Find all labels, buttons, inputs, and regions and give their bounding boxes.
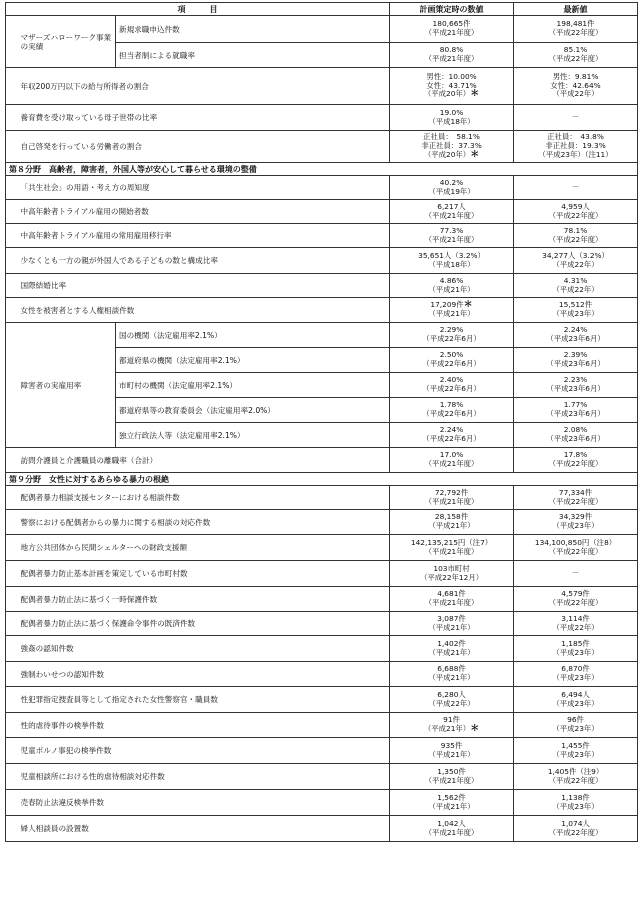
plan-value: 80.8% （平成21年度） [390, 43, 514, 68]
latest-value: 15,512件 （平成23年） [514, 298, 638, 323]
table-row [6, 105, 638, 131]
row-label: 年収200万円以下の給与所得者の割合 [18, 68, 390, 105]
plan-value: 2.50% （平成22年6月） [390, 348, 514, 373]
plan-value: 1.78% （平成22年6月） [390, 398, 514, 423]
plan-value: 1,402件 （平成21年） [390, 636, 514, 662]
row-label: 性犯罪指定捜査員等として指定された女性警察官・職員数 [18, 687, 390, 713]
latest-value: － [514, 105, 638, 131]
asterisk-mark: ＊ [470, 89, 480, 100]
asterisk-mark: ＊ [470, 724, 480, 734]
latest-value: 4.31% （平成22年） [514, 274, 638, 298]
table-row [6, 713, 638, 738]
row-sub-label: 国の機関（法定雇用率2.1%） [116, 323, 390, 348]
table-row [6, 510, 638, 535]
section-title: 第８分野 高齢者，障害者，外国人等が安心して暮らせる環境の整備 [6, 163, 638, 176]
table-row [6, 535, 638, 561]
plan-value: 142,135,215円（注7） （平成21年度） [390, 535, 514, 561]
latest-value: 2.39% （平成23年6月） [514, 348, 638, 373]
latest-value: 77,334件 （平成22年度） [514, 486, 638, 510]
row-label: 少なくとも一方の親が外国人である子どもの数と構成比率 [18, 248, 390, 274]
latest-value: 1,138件 （平成23年） [514, 790, 638, 816]
table-row [6, 764, 638, 790]
row-label: 中高年齢者トライアル雇用の常用雇用移行率 [18, 224, 390, 248]
header-plan-value: 計画策定時の数値 [390, 3, 514, 16]
row-sub-label: 独立行政法人等（法定雇用率2.1%） [116, 423, 390, 448]
table-row [6, 274, 638, 298]
plan-value: 2.40% （平成22年6月） [390, 373, 514, 398]
latest-value: 34,277人（3.2%） （平成22年） [514, 248, 638, 274]
latest-value: 1,074人 （平成22年度） [514, 816, 638, 842]
table-row [6, 68, 638, 105]
row-sub-label: 市町村の機関（法定雇用率2.1%） [116, 373, 390, 398]
plan-value: 6,280人 （平成22年） [390, 687, 514, 713]
plan-value: 40.2% （平成19年） [390, 176, 514, 200]
row-label: 配偶者暴力防止法に基づく一時保護件数 [18, 587, 390, 612]
row-label: 婦人相談員の設置数 [18, 816, 390, 842]
plan-value: 77.3% （平成21年度） [390, 224, 514, 248]
table-row [6, 486, 638, 510]
row-label: 自己啓発を行っている労働者の割合 [18, 131, 390, 163]
latest-value: 1,405件（注9） （平成22年度） [514, 764, 638, 790]
row-sub-label: 都道府県の機関（法定雇用率2.1%） [116, 348, 390, 373]
statistics-table [5, 2, 638, 842]
section-header-9 [6, 473, 638, 486]
latest-value: 34,329件 （平成23年） [514, 510, 638, 535]
indent-cell [6, 16, 18, 68]
row-label: 強姦の認知件数 [18, 636, 390, 662]
plan-value: 男性：10.00% 女性：43.71% （平成20年）＊ [390, 68, 514, 105]
latest-value: 2.24% （平成23年6月） [514, 323, 638, 348]
latest-value: 正社員： 43.8% 非正社員：19.3% （平成23年）（注11） [514, 131, 638, 163]
plan-value: 3,087件 （平成21年） [390, 612, 514, 636]
row-group-label: 障害者の実雇用率 [18, 323, 116, 448]
plan-value: 1,562件 （平成21年） [390, 790, 514, 816]
table-row [6, 636, 638, 662]
row-label: 配偶者暴力防止法に基づく保護命令事件の既済件数 [18, 612, 390, 636]
table-row [6, 323, 638, 348]
plan-value: 91件 （平成21年）＊ [390, 713, 514, 738]
latest-value: － [514, 561, 638, 587]
latest-value: 198,481件 （平成22年度） [514, 16, 638, 43]
table-row [6, 687, 638, 713]
plan-value: 180,665件 （平成21年度） [390, 16, 514, 43]
row-label: 中高年齢者トライアル雇用の開始者数 [18, 200, 390, 224]
plan-value: 28,158件 （平成21年） [390, 510, 514, 535]
latest-value: 4,959人 （平成22年度） [514, 200, 638, 224]
row-label: 配偶者暴力相談支援センターにおける相談件数 [18, 486, 390, 510]
latest-value: 4,579件 （平成22年度） [514, 587, 638, 612]
table-row [6, 738, 638, 764]
table-row [6, 662, 638, 687]
table-row [6, 587, 638, 612]
table-row [6, 200, 638, 224]
table-row [6, 16, 638, 43]
plan-value: 103市町村 （平成22年12月） [390, 561, 514, 587]
latest-value: 2.23% （平成23年6月） [514, 373, 638, 398]
table-header-row [6, 3, 638, 16]
plan-value: 4,681件 （平成21年度） [390, 587, 514, 612]
latest-value: － [514, 176, 638, 200]
row-sub-label: 担当者制による就職率 [116, 43, 390, 68]
plan-value: 6,688件 （平成21年） [390, 662, 514, 687]
plan-value: 2.24% （平成22年6月） [390, 423, 514, 448]
row-label: 売春防止法違反検挙件数 [18, 790, 390, 816]
latest-value: 6,870件 （平成23年） [514, 662, 638, 687]
latest-value: 1.77% （平成23年6月） [514, 398, 638, 423]
latest-value: 1,455件 （平成23年） [514, 738, 638, 764]
latest-value: 3,114件 （平成22年） [514, 612, 638, 636]
asterisk-mark: ＊ [463, 300, 473, 311]
latest-value: 134,100,850円（注8） （平成22年度） [514, 535, 638, 561]
section-header-8 [6, 163, 638, 176]
row-group-label: マザーズハローワーク事業の実績 [18, 16, 116, 68]
plan-value: 4.86% （平成21年） [390, 274, 514, 298]
plan-value: 72,792件 （平成21年度） [390, 486, 514, 510]
latest-value: 1,185件 （平成23年） [514, 636, 638, 662]
latest-value: 2.08% （平成23年6月） [514, 423, 638, 448]
section-title: 第９分野 女性に対するあらゆる暴力の根絶 [6, 473, 638, 486]
table-row [6, 224, 638, 248]
row-label: 配偶者暴力防止基本計画を策定している市町村数 [18, 561, 390, 587]
plan-value: 35,651人（3.2%） （平成18年） [390, 248, 514, 274]
plan-value: 17.0% （平成21年度） [390, 448, 514, 473]
row-sub-label: 都道府県等の教育委員会（法定雇用率2.0%） [116, 398, 390, 423]
table-row [6, 448, 638, 473]
row-label: 養育費を受け取っている母子世帯の比率 [18, 105, 390, 131]
header-latest-value: 最新値 [514, 3, 638, 16]
row-label: 性的虐待事件の検挙件数 [18, 713, 390, 738]
table-row [6, 248, 638, 274]
latest-value: 78.1% （平成22年度） [514, 224, 638, 248]
row-label: 強制わいせつの認知件数 [18, 662, 390, 687]
plan-value: 1,042人 （平成21年度） [390, 816, 514, 842]
table-row [6, 131, 638, 163]
row-label: 「共生社会」の用語・考え方の周知度 [18, 176, 390, 200]
plan-value: 2.29% （平成22年6月） [390, 323, 514, 348]
table-row [6, 176, 638, 200]
latest-value: 6,494人 （平成23年） [514, 687, 638, 713]
plan-value: 19.0% （平成18年） [390, 105, 514, 131]
row-sub-label: 新規求職申込件数 [116, 16, 390, 43]
row-label: 国際結婚比率 [18, 274, 390, 298]
row-label: 地方公共団体から民間シェルターへの財政支援額 [18, 535, 390, 561]
latest-value: 85.1% （平成22年度） [514, 43, 638, 68]
row-label: 児童ポルノ事犯の検挙件数 [18, 738, 390, 764]
row-label: 警察における配偶者からの暴力に関する相談の対応件数 [18, 510, 390, 535]
row-label: 児童相談所における性的虐待相談対応件数 [18, 764, 390, 790]
table-row [6, 612, 638, 636]
table-row [6, 298, 638, 323]
latest-value: 17.8% （平成22年度） [514, 448, 638, 473]
plan-value: 6,217人 （平成21年度） [390, 200, 514, 224]
latest-value: 男性：9.81% 女性：42.64% （平成22年） [514, 68, 638, 105]
row-label: 女性を被害者とする人権相談件数 [18, 298, 390, 323]
plan-value: 1,350件 （平成21年度） [390, 764, 514, 790]
latest-value: 96件 （平成23年） [514, 713, 638, 738]
header-item: 項 目 [6, 3, 390, 16]
table-row [6, 816, 638, 842]
table-row [6, 790, 638, 816]
plan-value: 17,209件＊ （平成21年） [390, 298, 514, 323]
row-label: 訪問介護員と介護職員の離職率（合計） [18, 448, 390, 473]
table-row [6, 561, 638, 587]
asterisk-mark: ＊ [470, 149, 480, 160]
plan-value: 935件 （平成21年） [390, 738, 514, 764]
plan-value: 正社員： 58.1% 非正社員：37.3% （平成20年）＊ [390, 131, 514, 163]
